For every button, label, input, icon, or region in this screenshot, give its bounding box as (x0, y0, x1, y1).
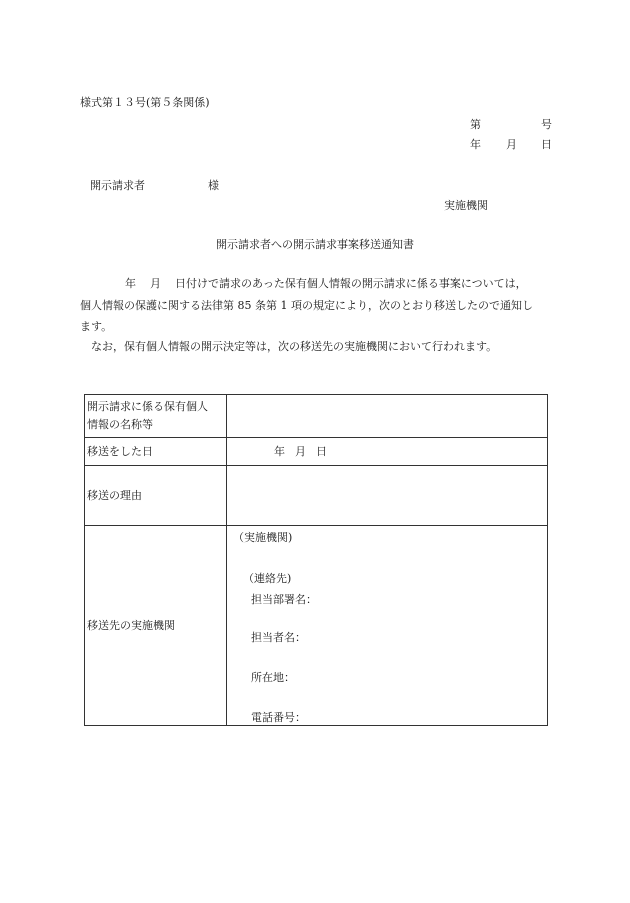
para1-rest: 日付けで請求のあった保有個人情報の開示請求に係る事案については， (175, 277, 527, 290)
contact-label: （連絡先) (243, 572, 292, 585)
date-day: 日 (541, 138, 552, 151)
para1-year: 年 (125, 277, 136, 290)
form-number: 様式第１３号(第５条関係) (80, 96, 210, 109)
person-label: 担当者名： (251, 631, 306, 644)
date-month: 月 (506, 138, 517, 151)
paragraph2: なお，保有個人情報の開示決定等は，次の移送先の実施機関において行われます。 (91, 340, 498, 353)
row2-year: 年 (274, 444, 285, 458)
table-row (85, 438, 548, 466)
row1-label-line2: 情報の名称等 (87, 418, 153, 431)
row2-label: 移送をした日 (85, 438, 227, 466)
para1-month: 月 (150, 277, 161, 290)
row1-value (227, 395, 548, 438)
row2-month: 月 (295, 444, 306, 458)
row1-label (85, 395, 227, 438)
department-label: 担当部署名： (251, 593, 317, 606)
row3-value (227, 466, 548, 526)
paragraph1-line2: 個人情報の保護に関する法律第 85 条第 1 項の規定により，次のとおり移送したので通知し (80, 299, 533, 312)
doc-number-suffix: 号 (541, 118, 552, 131)
row3-label: 移送の理由 (85, 466, 227, 526)
table-row (85, 526, 548, 726)
document-title: 開示請求者への開示請求事案移送通知書 (216, 238, 414, 251)
row2-day: 日 (316, 444, 327, 458)
issuer: 実施機関 (444, 199, 488, 212)
paragraph1-line3: ます。 (80, 320, 113, 333)
table-row (85, 466, 548, 526)
address-label: 所在地： (251, 671, 295, 684)
agency-name-label: （実施機関) (233, 531, 293, 544)
date-year: 年 (470, 138, 481, 151)
requester-honorific: 様 (208, 179, 219, 192)
row4-label: 移送先の実施機関 (85, 526, 227, 726)
paragraph1-line1 (125, 278, 527, 289)
requester-label: 開示請求者 (90, 179, 145, 192)
row2-value (227, 438, 548, 466)
row4-value (227, 526, 548, 726)
table-row (85, 395, 548, 438)
row1-label-line1: 開示請求に係る保有個人 (87, 400, 208, 414)
phone-label: 電話番号： (251, 711, 306, 724)
doc-number-label: 第 (470, 118, 481, 131)
transfer-info-table (84, 394, 548, 726)
